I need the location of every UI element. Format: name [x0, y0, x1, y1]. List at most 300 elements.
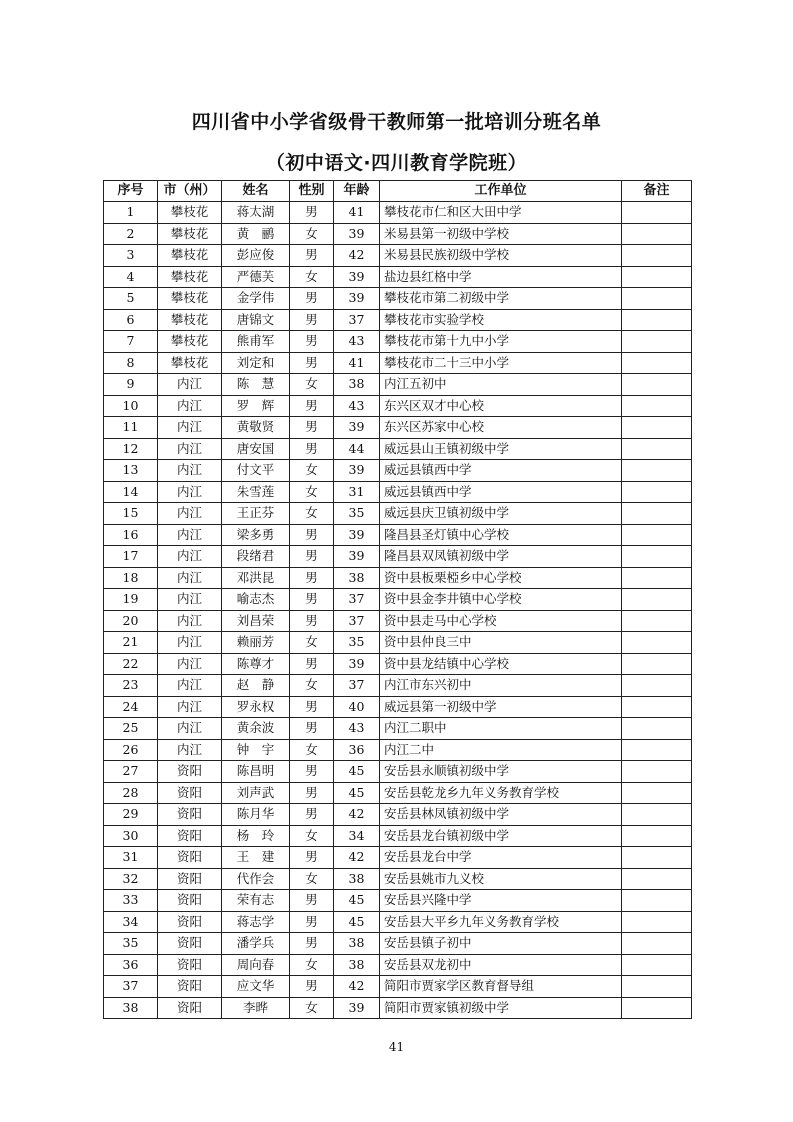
cell-index: 36 [104, 954, 158, 976]
cell-city: 资阳 [158, 847, 222, 869]
cell-index: 35 [104, 933, 158, 955]
cell-index: 6 [104, 309, 158, 331]
cell-name: 赵 静 [222, 675, 290, 697]
cell-name: 付文平 [222, 460, 290, 482]
cell-remarks [622, 761, 692, 783]
cell-workplace: 威远县山王镇初级中学 [380, 438, 622, 460]
cell-index: 11 [104, 417, 158, 439]
cell-index: 31 [104, 847, 158, 869]
cell-remarks [622, 911, 692, 933]
table-row [104, 997, 692, 1019]
cell-name: 王正芬 [222, 503, 290, 525]
cell-name: 黄余波 [222, 718, 290, 740]
cell-remarks [622, 933, 692, 955]
cell-index: 25 [104, 718, 158, 740]
cell-index: 15 [104, 503, 158, 525]
header-gender: 性别 [290, 181, 334, 202]
cell-gender: 男 [290, 718, 334, 740]
cell-gender: 男 [290, 331, 334, 353]
cell-index: 38 [104, 997, 158, 1019]
cell-city: 资阳 [158, 997, 222, 1019]
cell-index: 33 [104, 890, 158, 912]
cell-name: 代作会 [222, 868, 290, 890]
cell-city: 资阳 [158, 825, 222, 847]
cell-age: 45 [334, 890, 380, 912]
cell-workplace: 威远县第一初级中学 [380, 696, 622, 718]
cell-workplace: 米易县第一初级中学校 [380, 223, 622, 245]
cell-city: 攀枝花 [158, 266, 222, 288]
cell-name: 赖丽芳 [222, 632, 290, 654]
cell-age: 43 [334, 395, 380, 417]
cell-gender: 男 [290, 589, 334, 611]
cell-remarks [622, 245, 692, 267]
cell-city: 内江 [158, 524, 222, 546]
cell-workplace: 威远县镇西中学 [380, 481, 622, 503]
cell-name: 李晔 [222, 997, 290, 1019]
roster-table [103, 180, 692, 1019]
table-row [104, 546, 692, 568]
cell-index: 28 [104, 782, 158, 804]
cell-gender: 女 [290, 374, 334, 396]
cell-city: 攀枝花 [158, 245, 222, 267]
cell-gender: 女 [290, 481, 334, 503]
table-header-row [104, 181, 692, 202]
cell-age: 43 [334, 331, 380, 353]
cell-city: 内江 [158, 739, 222, 761]
cell-gender: 男 [290, 395, 334, 417]
cell-gender: 女 [290, 997, 334, 1019]
cell-workplace: 威远县庆卫镇初级中学 [380, 503, 622, 525]
cell-city: 内江 [158, 675, 222, 697]
table-row [104, 438, 692, 460]
cell-remarks [622, 976, 692, 998]
cell-gender: 男 [290, 933, 334, 955]
cell-index: 37 [104, 976, 158, 998]
cell-city: 资阳 [158, 868, 222, 890]
cell-index: 29 [104, 804, 158, 826]
cell-name: 王 建 [222, 847, 290, 869]
table-row [104, 653, 692, 675]
cell-city: 内江 [158, 503, 222, 525]
cell-remarks [622, 223, 692, 245]
cell-gender: 男 [290, 245, 334, 267]
cell-age: 39 [334, 288, 380, 310]
cell-city: 内江 [158, 374, 222, 396]
table-row [104, 331, 692, 353]
header-workplace: 工作单位 [380, 181, 622, 202]
cell-remarks [622, 395, 692, 417]
cell-workplace: 安岳县永顺镇初级中学 [380, 761, 622, 783]
cell-age: 42 [334, 847, 380, 869]
cell-age: 39 [334, 460, 380, 482]
cell-workplace: 隆昌县圣灯镇中心学校 [380, 524, 622, 546]
cell-gender: 男 [290, 288, 334, 310]
cell-remarks [622, 266, 692, 288]
cell-workplace: 资中县板栗椏乡中心学校 [380, 567, 622, 589]
cell-age: 37 [334, 589, 380, 611]
cell-city: 攀枝花 [158, 288, 222, 310]
table-row [104, 868, 692, 890]
cell-name: 陈昌明 [222, 761, 290, 783]
cell-city: 内江 [158, 460, 222, 482]
cell-name: 钟 宇 [222, 739, 290, 761]
cell-gender: 男 [290, 696, 334, 718]
cell-workplace: 东兴区苏家中心校 [380, 417, 622, 439]
page-number: 41 [388, 1040, 405, 1054]
cell-gender: 女 [290, 632, 334, 654]
cell-name: 刘昌荣 [222, 610, 290, 632]
cell-workplace: 内江二职中 [380, 718, 622, 740]
cell-gender: 男 [290, 438, 334, 460]
cell-name: 朱雪莲 [222, 481, 290, 503]
cell-gender: 男 [290, 610, 334, 632]
cell-index: 27 [104, 761, 158, 783]
document-title: 四川省中小学省级骨干教师第一批培训分班名单 [191, 111, 602, 133]
cell-workplace: 安岳县林凤镇初级中学 [380, 804, 622, 826]
cell-index: 10 [104, 395, 158, 417]
table-row [104, 976, 692, 998]
cell-index: 30 [104, 825, 158, 847]
cell-age: 39 [334, 223, 380, 245]
cell-name: 金学伟 [222, 288, 290, 310]
table-row [104, 632, 692, 654]
cell-workplace: 资中县金李井镇中心学校 [380, 589, 622, 611]
cell-name: 应文华 [222, 976, 290, 998]
cell-city: 内江 [158, 395, 222, 417]
cell-remarks [622, 804, 692, 826]
cell-workplace: 攀枝花市第十九中小学 [380, 331, 622, 353]
cell-age: 39 [334, 653, 380, 675]
cell-remarks [622, 460, 692, 482]
cell-city: 内江 [158, 653, 222, 675]
cell-name: 段绪君 [222, 546, 290, 568]
cell-city: 内江 [158, 718, 222, 740]
cell-gender: 男 [290, 202, 334, 224]
table-row [104, 610, 692, 632]
cell-remarks [622, 675, 692, 697]
table-row [104, 503, 692, 525]
cell-remarks [622, 847, 692, 869]
cell-name: 黄敬贤 [222, 417, 290, 439]
cell-name: 荣有志 [222, 890, 290, 912]
cell-name: 梁多勇 [222, 524, 290, 546]
cell-index: 17 [104, 546, 158, 568]
cell-remarks [622, 503, 692, 525]
cell-name: 罗 辉 [222, 395, 290, 417]
cell-gender: 女 [290, 954, 334, 976]
table-row [104, 911, 692, 933]
cell-remarks [622, 524, 692, 546]
cell-name: 邓洪昆 [222, 567, 290, 589]
cell-workplace: 内江五初中 [380, 374, 622, 396]
cell-index: 14 [104, 481, 158, 503]
cell-workplace: 攀枝花市实验学校 [380, 309, 622, 331]
cell-workplace: 米易县民族初级中学校 [380, 245, 622, 267]
cell-remarks [622, 288, 692, 310]
cell-city: 内江 [158, 632, 222, 654]
cell-remarks [622, 202, 692, 224]
cell-workplace: 威远县镇西中学 [380, 460, 622, 482]
cell-gender: 女 [290, 739, 334, 761]
table-row [104, 847, 692, 869]
cell-age: 38 [334, 868, 380, 890]
cell-index: 12 [104, 438, 158, 460]
cell-gender: 男 [290, 761, 334, 783]
cell-age: 44 [334, 438, 380, 460]
table-row [104, 417, 692, 439]
cell-age: 36 [334, 739, 380, 761]
table-row [104, 460, 692, 482]
table-row [104, 374, 692, 396]
table-row [104, 696, 692, 718]
table-row [104, 395, 692, 417]
cell-workplace: 攀枝花市仁和区大田中学 [380, 202, 622, 224]
cell-index: 8 [104, 352, 158, 374]
cell-remarks [622, 309, 692, 331]
cell-gender: 男 [290, 309, 334, 331]
cell-index: 5 [104, 288, 158, 310]
cell-remarks [622, 696, 692, 718]
cell-gender: 男 [290, 546, 334, 568]
cell-workplace: 盐边县红格中学 [380, 266, 622, 288]
cell-remarks [622, 331, 692, 353]
cell-gender: 女 [290, 675, 334, 697]
cell-city: 资阳 [158, 954, 222, 976]
cell-remarks [622, 567, 692, 589]
cell-name: 刘声武 [222, 782, 290, 804]
cell-gender: 男 [290, 524, 334, 546]
cell-city: 攀枝花 [158, 331, 222, 353]
cell-age: 39 [334, 524, 380, 546]
cell-name: 严德芙 [222, 266, 290, 288]
cell-age: 40 [334, 696, 380, 718]
table-row [104, 245, 692, 267]
cell-age: 39 [334, 417, 380, 439]
cell-workplace: 内江二中 [380, 739, 622, 761]
cell-remarks [622, 374, 692, 396]
cell-gender: 男 [290, 352, 334, 374]
cell-city: 内江 [158, 567, 222, 589]
cell-name: 杨 玲 [222, 825, 290, 847]
cell-age: 42 [334, 245, 380, 267]
cell-workplace: 安岳县龙台镇初级中学 [380, 825, 622, 847]
cell-city: 内江 [158, 481, 222, 503]
cell-remarks [622, 782, 692, 804]
cell-workplace: 内江市东兴初中 [380, 675, 622, 697]
cell-city: 内江 [158, 589, 222, 611]
cell-name: 潘学兵 [222, 933, 290, 955]
cell-city: 攀枝花 [158, 309, 222, 331]
cell-remarks [622, 546, 692, 568]
header-remarks: 备注 [622, 181, 692, 202]
cell-gender: 女 [290, 868, 334, 890]
cell-index: 9 [104, 374, 158, 396]
cell-name: 陈尊才 [222, 653, 290, 675]
cell-age: 37 [334, 610, 380, 632]
cell-age: 45 [334, 761, 380, 783]
cell-index: 4 [104, 266, 158, 288]
table-row [104, 589, 692, 611]
table-row [104, 524, 692, 546]
cell-workplace: 安岳县双龙初中 [380, 954, 622, 976]
cell-workplace: 东兴区双才中心校 [380, 395, 622, 417]
cell-gender: 女 [290, 223, 334, 245]
cell-remarks [622, 739, 692, 761]
cell-city: 资阳 [158, 761, 222, 783]
cell-workplace: 简阳市贾家学区教育督导组 [380, 976, 622, 998]
cell-remarks [622, 589, 692, 611]
cell-index: 18 [104, 567, 158, 589]
cell-age: 41 [334, 352, 380, 374]
table-row [104, 954, 692, 976]
cell-name: 唐锦文 [222, 309, 290, 331]
cell-remarks [622, 352, 692, 374]
cell-index: 24 [104, 696, 158, 718]
document-subtitle: （初中语文·四川教育学院班） [265, 152, 528, 174]
cell-gender: 女 [290, 460, 334, 482]
cell-name: 熊甫军 [222, 331, 290, 353]
cell-workplace: 安岳县乾龙乡九年义务教育学校 [380, 782, 622, 804]
cell-city: 资阳 [158, 911, 222, 933]
cell-index: 1 [104, 202, 158, 224]
cell-workplace: 安岳县兴隆中学 [380, 890, 622, 912]
cell-gender: 男 [290, 976, 334, 998]
table-row [104, 675, 692, 697]
cell-city: 资阳 [158, 782, 222, 804]
cell-age: 42 [334, 976, 380, 998]
cell-name: 彭应俊 [222, 245, 290, 267]
cell-name: 刘定和 [222, 352, 290, 374]
cell-remarks [622, 718, 692, 740]
cell-remarks [622, 632, 692, 654]
cell-index: 19 [104, 589, 158, 611]
cell-city: 资阳 [158, 976, 222, 998]
cell-age: 39 [334, 997, 380, 1019]
cell-index: 22 [104, 653, 158, 675]
cell-workplace: 资中县龙结镇中心学校 [380, 653, 622, 675]
table-row [104, 825, 692, 847]
cell-index: 32 [104, 868, 158, 890]
cell-index: 7 [104, 331, 158, 353]
cell-gender: 男 [290, 847, 334, 869]
cell-city: 攀枝花 [158, 352, 222, 374]
cell-workplace: 资中县仲良三中 [380, 632, 622, 654]
cell-age: 43 [334, 718, 380, 740]
cell-remarks [622, 954, 692, 976]
cell-city: 内江 [158, 438, 222, 460]
cell-gender: 男 [290, 804, 334, 826]
cell-age: 37 [334, 309, 380, 331]
cell-workplace: 攀枝花市二十三中小学 [380, 352, 622, 374]
cell-index: 2 [104, 223, 158, 245]
cell-gender: 女 [290, 266, 334, 288]
cell-age: 34 [334, 825, 380, 847]
cell-city: 攀枝花 [158, 202, 222, 224]
cell-workplace: 攀枝花市第二初级中学 [380, 288, 622, 310]
cell-gender: 男 [290, 782, 334, 804]
cell-remarks [622, 868, 692, 890]
cell-age: 37 [334, 675, 380, 697]
cell-name: 陈月华 [222, 804, 290, 826]
cell-gender: 男 [290, 890, 334, 912]
cell-city: 内江 [158, 696, 222, 718]
table-row [104, 567, 692, 589]
header-city: 市（州） [158, 181, 222, 202]
cell-age: 39 [334, 266, 380, 288]
table-row [104, 352, 692, 374]
cell-index: 26 [104, 739, 158, 761]
cell-workplace: 安岳县镇子初中 [380, 933, 622, 955]
table-row [104, 933, 692, 955]
cell-name: 罗永权 [222, 696, 290, 718]
cell-gender: 男 [290, 567, 334, 589]
cell-index: 3 [104, 245, 158, 267]
cell-name: 陈 慧 [222, 374, 290, 396]
cell-remarks [622, 997, 692, 1019]
cell-age: 41 [334, 202, 380, 224]
cell-city: 内江 [158, 610, 222, 632]
table-row [104, 718, 692, 740]
cell-remarks [622, 610, 692, 632]
cell-gender: 男 [290, 417, 334, 439]
table-row [104, 761, 692, 783]
cell-workplace: 简阳市贾家镇初级中学 [380, 997, 622, 1019]
cell-city: 攀枝花 [158, 223, 222, 245]
table-row [104, 223, 692, 245]
cell-city: 内江 [158, 417, 222, 439]
cell-workplace: 安岳县龙台中学 [380, 847, 622, 869]
cell-age: 38 [334, 374, 380, 396]
table-row [104, 804, 692, 826]
cell-remarks [622, 653, 692, 675]
cell-age: 31 [334, 481, 380, 503]
cell-name: 周向春 [222, 954, 290, 976]
header-index: 序号 [104, 181, 158, 202]
cell-gender: 女 [290, 825, 334, 847]
cell-city: 资阳 [158, 890, 222, 912]
header-age: 年龄 [334, 181, 380, 202]
cell-remarks [622, 438, 692, 460]
cell-workplace: 资中县走马中心学校 [380, 610, 622, 632]
table-row [104, 739, 692, 761]
cell-city: 资阳 [158, 933, 222, 955]
cell-name: 唐安国 [222, 438, 290, 460]
cell-workplace: 安岳县大平乡九年义务教育学校 [380, 911, 622, 933]
cell-age: 38 [334, 933, 380, 955]
cell-index: 21 [104, 632, 158, 654]
table-row [104, 288, 692, 310]
cell-index: 20 [104, 610, 158, 632]
cell-city: 资阳 [158, 804, 222, 826]
table-row [104, 202, 692, 224]
table-row [104, 266, 692, 288]
cell-age: 39 [334, 546, 380, 568]
cell-age: 45 [334, 911, 380, 933]
table-row [104, 890, 692, 912]
cell-city: 内江 [158, 546, 222, 568]
table-row [104, 782, 692, 804]
cell-age: 42 [334, 804, 380, 826]
cell-age: 38 [334, 954, 380, 976]
cell-age: 35 [334, 503, 380, 525]
table-row [104, 309, 692, 331]
cell-age: 35 [334, 632, 380, 654]
cell-index: 34 [104, 911, 158, 933]
cell-gender: 男 [290, 911, 334, 933]
cell-name: 蒋太湖 [222, 202, 290, 224]
cell-age: 38 [334, 567, 380, 589]
cell-name: 喻志杰 [222, 589, 290, 611]
